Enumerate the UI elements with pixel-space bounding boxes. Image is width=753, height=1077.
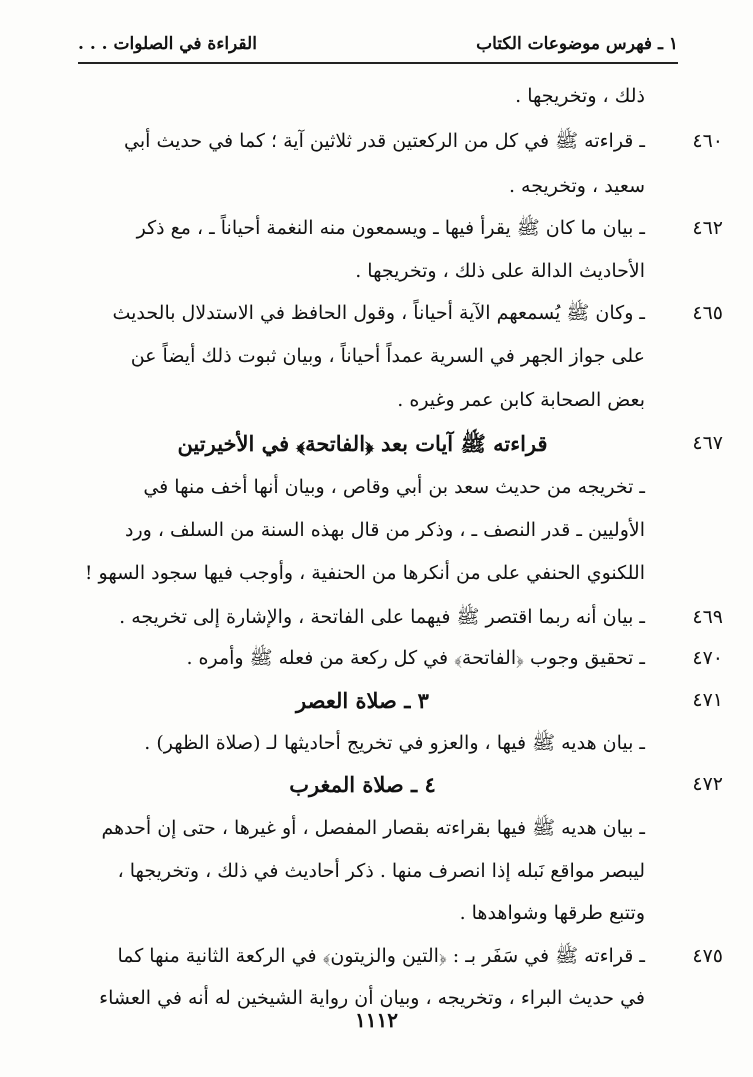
entry-text-line: ـ وكان ﷺ يُسمعهم الآية أحياناً ، وقول الحافظ في الاستدلال بالحديث — [112, 302, 645, 324]
section-heading: ٤ ـ صلاة المغرب — [289, 772, 436, 797]
entry-text-line: ـ تخريجه من حديث سعد بن أبي وقاص ، وبيان أنها أخف منها في — [143, 476, 645, 498]
entry-text-line: ليبصر مواقع نَبله إذا انصرف منها . ذكر أحاديث في ذلك ، وتخريجها ، — [117, 860, 645, 882]
entry-text-line: ـ قراءته ﷺ في كل من الركعتين قدر ثلاثين آية ؛ كما في حديث أبي — [124, 130, 645, 152]
entry-page-number: ٤٧٥ — [692, 945, 723, 967]
section-heading: قراءته ﷺ آيات بعد ﴿الفاتحة﴾ في الأخيرتين — [177, 431, 548, 456]
entry-text-line: سعيد ، وتخريجه . — [508, 175, 645, 197]
entry-text-line: على جواز الجهر في السرية عمداً أحياناً ، وبيان ثبوت ذلك أيضاً عن — [130, 345, 645, 367]
entry-page-number: ٤٧١ — [692, 689, 723, 711]
entry-text-line: ـ بيان ما كان ﷺ يقرأ فيها ـ ويسمعون منه النغمة أحياناً ـ ، مع ذكر — [136, 217, 645, 239]
entry-text-line: ذلك ، وتخريجها . — [515, 85, 645, 107]
entry-text-line: في حديث البراء ، وتخريجه ، وبيان أن رواية الشيخين له أنه في العشاء — [99, 987, 645, 1009]
entry-page-number: ٤٦٢ — [692, 217, 723, 239]
entry-text-line: بعض الصحابة كابن عمر وغيره . — [397, 389, 645, 411]
entry-page-number: ٤٧٢ — [692, 773, 723, 795]
entry-text-line: ـ بيان هديه ﷺ فيها بقراءته بقصار المفصل ، أو غيرها ، حتى إن أحدهم — [101, 817, 645, 839]
entry-text-line: الأحاديث الدالة على ذلك ، وتخريجها . — [355, 260, 645, 282]
header-title: ١ ـ فهرس موضوعات الكتاب — [476, 34, 678, 54]
entry-text-line: ـ تحقيق وجوب ﴿الفاتحة﴾ في كل ركعة من فعله ﷺ وأمره . — [186, 647, 645, 669]
entry-text-line: ـ بيان هديه ﷺ فيها ، والعزو في تخريج أحاديثها لـ (صلاة الظهر) . — [144, 732, 645, 754]
entry-page-number: ٤٦٠ — [692, 130, 723, 152]
entry-text-line: الأوليين ـ قدر النصف ـ ، وذكر من قال بهذه السنة من السلف ، ورد — [125, 519, 645, 541]
section-heading: ٣ ـ صلاة العصر — [296, 688, 429, 713]
entry-text-line: ـ بيان أنه ربما اقتصر ﷺ فيهما على الفاتحة ، والإشارة إلى تخريجه . — [119, 606, 645, 628]
entry-page-number: ٤٧٠ — [692, 647, 723, 669]
entry-page-number: ٤٦٥ — [692, 302, 723, 324]
page-number: ١١١٢ — [355, 1008, 398, 1032]
entry-text-line: ـ قراءته ﷺ في سَفَر بـ : ﴿التين والزيتون﴾ في الركعة الثانية منها كما — [117, 945, 645, 967]
entry-page-number: ٤٦٧ — [692, 432, 723, 454]
entry-text-line: اللكنوي الحنفي على من أنكرها من الحنفية ، وأوجب فيها سجود السهو ! — [84, 562, 645, 584]
header-section: القراءة في الصلوات . . . — [78, 34, 257, 54]
entry-page-number: ٤٦٩ — [692, 606, 723, 628]
entry-text-line: وتتبع طرقها وشواهدها . — [459, 902, 645, 924]
